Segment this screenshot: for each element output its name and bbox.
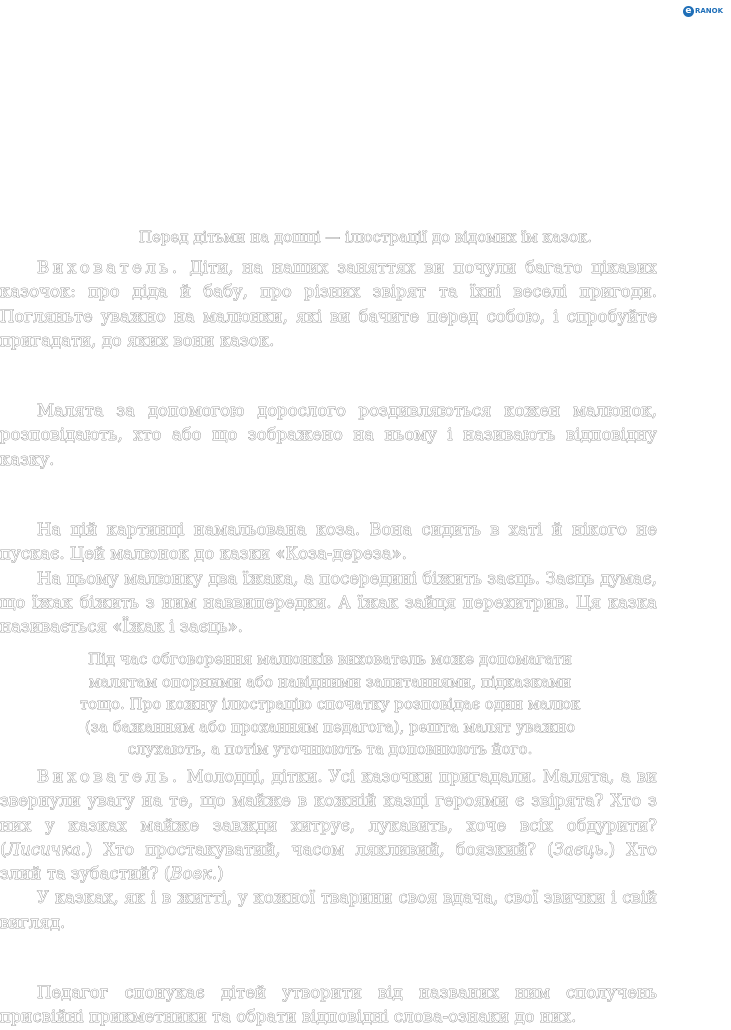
speaker-label: Вихователь.: [37, 767, 181, 786]
activity-text: Малята за допомогою дорослого роздивляються кожен малюнок, розповідають, хто або що зображено на ньому і називають відповідну казку.: [0, 401, 657, 469]
example-answer-goat: На цій картинці намальована коза. Вона сидить в хаті й нікого не пускає. Цей малюнок до казки «Коза-дереза».: [0, 520, 657, 564]
answer-hare: Заєць.: [553, 839, 609, 859]
children-activity-paragraph: [0, 399, 657, 472]
note-line: малятам опорними або навідними запитаннями, підказками: [88, 672, 572, 691]
educator-questions-block: [0, 765, 657, 935]
example-answer-hedgehog: На цьому малюнку два їжака, а посередині біжить заєць. Заєць думає, що їжак біжить з ним наввипередки. А їжак зайця перехитрив. Ця казка називається «Їжак і заєць».: [0, 568, 657, 637]
speaker-label: Вихователь.: [37, 258, 181, 277]
educator-speech: Діти, на наших заняттях ви почули багато цікавих казочок: про діда й бабу, про різних звірят та їхні веселі пригоди. Погляньте уважно на малюнки, які ви бачите перед собою, і спробуйте пригадати, до яких вони казок.: [0, 258, 657, 350]
note-line: слухають, а потім уточнюють та доповнюють його.: [127, 740, 533, 758]
question-text: ) Хто злий та зубастий? (: [0, 839, 657, 884]
note-line: тощо. Про кожну ілюстрацію спочатку розповідає один малюк: [79, 695, 581, 713]
answer-wolf: Вовк.: [170, 864, 218, 884]
animals-nature-paragraph: У казках, як і в житті, у кожної тварини своя вдача, свої звички і свій вигляд.: [0, 888, 657, 932]
note-line: (за бажанням або проханням педагога), решта малят уважно: [84, 717, 576, 736]
educator-questions-paragraph: [0, 765, 657, 886]
example-answers: [0, 518, 657, 639]
note-line: Під час обговорення малюнків вихователь може допомагати: [88, 650, 572, 668]
question-text: ) Хто простакуватий, часом лякливий, боязкий? (: [85, 839, 554, 859]
possessive-adjectives-paragraph: [0, 981, 657, 1030]
question-text: Молодці, дітки. Усі казочки пригадали. Малята, а ви звернули увагу на те, що майже в кожній казці героями є звірята? Хто з них у казках майже завжди хитрує, лукавить, хоче всіх обдурити? (: [0, 767, 657, 859]
answer-fox: Лисичка.: [6, 839, 86, 859]
educator-intro-paragraph: [0, 256, 657, 353]
question-text: ): [217, 864, 224, 884]
illustration-caption: Перед дітьми на дошці — ілюстрації до відомих їм казок.: [138, 228, 593, 246]
publisher-logo: [683, 4, 723, 18]
logo-text: RANOK: [694, 7, 723, 15]
logo-mark-icon: e: [683, 6, 694, 17]
methodical-note: [60, 648, 600, 761]
possessive-task-text: Педагог спонукає дітей утворити від названих ним сполучень присвійні прикметники та обрати відповідні слова-ознаки до них.: [0, 983, 657, 1027]
